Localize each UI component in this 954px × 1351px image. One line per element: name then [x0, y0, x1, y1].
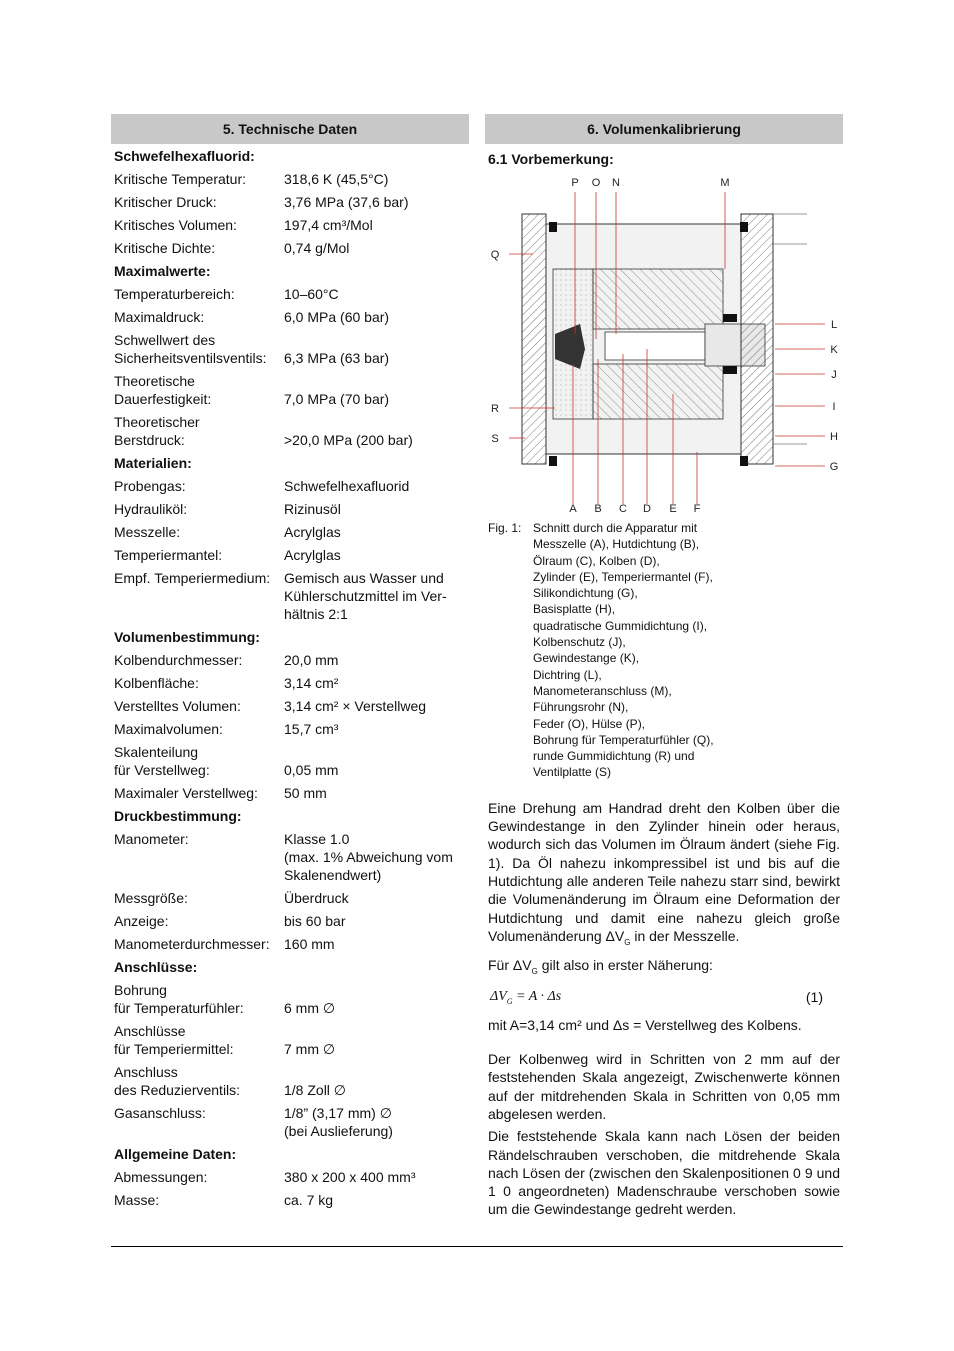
- section-title: Anschlüsse:: [114, 958, 198, 975]
- spec-key: Theoretische Dauerfestigkeit:: [114, 372, 212, 407]
- spec-value: 10–60°C: [284, 285, 339, 302]
- caption-line: Führungsrohr (N),: [533, 700, 629, 715]
- seal-tr: [740, 222, 748, 232]
- spec-value: 6,3 MPa (63 bar): [284, 349, 390, 366]
- label-d: D: [643, 503, 651, 514]
- spec-value: >20,0 MPa (200 bar): [284, 431, 413, 448]
- label-g: G: [829, 461, 839, 473]
- spec-row: [111, 1188, 469, 1211]
- caption-text: [533, 520, 714, 781]
- spec-key: Masse:: [114, 1191, 160, 1208]
- spec-key: Anschluss des Reduzierventils:: [114, 1063, 241, 1098]
- spec-value: bis 60 bar: [284, 912, 346, 929]
- spec-key: Bohrung für Temperaturfühler:: [114, 981, 244, 1016]
- label-f: F: [693, 503, 701, 514]
- label-n: N: [612, 177, 620, 189]
- formula-number: (1): [805, 989, 823, 1006]
- footer-rule: [111, 1246, 843, 1247]
- spec-row: [111, 1019, 469, 1060]
- label-o: O: [591, 177, 601, 189]
- apparatus-figure: [485, 174, 843, 514]
- piston-shape: [605, 332, 705, 360]
- spec-value: 6 mm ∅: [284, 999, 336, 1016]
- spec-row: [111, 236, 469, 259]
- section-title: Materialien:: [114, 454, 192, 471]
- spec-value: 3,14 cm² × Verstellweg: [284, 697, 427, 714]
- spec-row: [111, 1101, 469, 1142]
- spec-value: Acrylglas: [284, 546, 341, 563]
- spec-value: Überdruck: [284, 889, 349, 906]
- paragraph-4: Die feststehende Skala kann nach Lösen der beiden Rändelschrauben verschoben, die mitdrehende Skala nach Lösen der (zwischen den Skalenpositionen 0 9 und 1 0 angeordneten) Madenschraube verschoben sowie um die Gewindestange gedreht werden.: [488, 1128, 840, 1218]
- paragraph-3: Der Kolbenweg wird in Schritten von 2 mm auf der feststehenden Skala angezeigt, Zwischenwerte können auf der mitdrehenden Skala in Schritten von 0,05 mm abgelesen werden.: [488, 1051, 840, 1122]
- spec-row: [111, 978, 469, 1019]
- spec-key: Kritische Dichte:: [114, 239, 216, 256]
- label-j: J: [831, 369, 837, 381]
- spec-row: [111, 648, 469, 671]
- seal-bl: [549, 456, 557, 466]
- caption-line: Ventilplatte (S): [533, 765, 612, 780]
- apparatus-drawing: [485, 174, 843, 514]
- label-m: M: [720, 177, 730, 189]
- caption-line: Silikondichtung (G),: [533, 586, 638, 601]
- spec-key: Theoretischer Berstdruck:: [114, 413, 200, 448]
- technical-data-body: [111, 144, 469, 1211]
- spec-row: [111, 671, 469, 694]
- spec-key: Skalenteilung für Verstellweg:: [114, 743, 210, 778]
- spec-value: 197,4 cm³/Mol: [284, 216, 373, 233]
- spec-row: [111, 932, 469, 955]
- section-title: Allgemeine Daten:: [114, 1145, 237, 1162]
- spec-row: [111, 282, 469, 305]
- spec-value: Schwefelhexafluorid: [284, 477, 410, 494]
- spec-value: 1/8” (3,17 mm) ∅ (bei Auslieferung): [284, 1104, 393, 1139]
- valve-plate-shape: [522, 214, 546, 464]
- formula-1: $\Delta V_G = A \cdot \Delta s$ (1): [490, 987, 823, 1012]
- label-b: B: [594, 503, 602, 514]
- spec-value: 7,0 MPa (70 bar): [284, 390, 390, 407]
- spec-key: Kritisches Volumen:: [114, 216, 237, 233]
- caption-line: Dichtring (L),: [533, 667, 602, 682]
- caption-line: Feder (O), Hülse (P),: [533, 716, 646, 731]
- spec-key: Temperaturbereich:: [114, 285, 235, 302]
- spec-row: [111, 886, 469, 909]
- spec-value: 3,14 cm²: [284, 674, 339, 691]
- base-plate-shape: [741, 214, 773, 464]
- spec-value: 15,7 cm³: [284, 720, 339, 737]
- spec-row: [111, 1060, 469, 1101]
- spec-row: [111, 167, 469, 190]
- label-h: H: [830, 431, 838, 443]
- spec-row: [111, 543, 469, 566]
- caption-line: Schnitt durch die Apparatur mit: [533, 521, 698, 535]
- spec-row: [111, 827, 469, 886]
- label-e: E: [669, 503, 677, 514]
- label-a: A: [569, 503, 577, 514]
- seal-ring-lower: [723, 366, 737, 374]
- cylinder-lower-shape: [593, 364, 723, 419]
- technical-data-column: [111, 114, 469, 1211]
- label-q: Q: [490, 249, 500, 261]
- spec-row: [111, 410, 469, 451]
- section-title: Schwefelhexafluorid:: [114, 147, 255, 164]
- spec-key: Kritische Temperatur:: [114, 170, 247, 187]
- spec-row: [111, 474, 469, 497]
- caption-line: quadratische Gummidichtung (I),: [533, 618, 708, 633]
- spec-key: Maximalvolumen:: [114, 720, 223, 737]
- caption-line: Ölraum (C), Kolben (D),: [533, 553, 660, 568]
- caption-line: Gewindestange (K),: [533, 651, 640, 666]
- spec-key: Gasanschluss:: [114, 1104, 206, 1121]
- spec-value: 1/8 Zoll ∅: [284, 1081, 346, 1098]
- caption-line: Messzelle (A), Hutdichtung (B),: [533, 537, 700, 552]
- spec-row: [111, 497, 469, 520]
- section-title: Maximalwerte:: [114, 262, 211, 279]
- spec-row: [111, 781, 469, 804]
- volume-calibration-header: 6. Volumenkalibrierung: [485, 114, 843, 144]
- spec-key: Maximaldruck:: [114, 308, 205, 325]
- spec-row: [111, 909, 469, 932]
- technical-data-header: 5. Technische Daten: [111, 114, 469, 144]
- spec-row: [111, 190, 469, 213]
- seal-tl: [549, 222, 557, 232]
- spec-value: 6,0 MPa (60 bar): [284, 308, 390, 325]
- spec-key: Anschlüsse für Temperiermittel:: [114, 1022, 234, 1057]
- spec-value: 380 x 200 x 400 mm³: [284, 1168, 416, 1185]
- spec-row: [111, 213, 469, 236]
- figure-caption: [488, 520, 840, 781]
- spec-key: Messgröße:: [114, 889, 188, 906]
- label-r: R: [491, 403, 499, 415]
- caption-line: Basisplatte (H),: [533, 602, 616, 617]
- subheading: 6.1 Vorbemerkung:: [488, 150, 614, 167]
- spec-key: Empf. Temperiermedium:: [114, 569, 271, 586]
- volume-calibration-column: [485, 114, 843, 1219]
- caption-line: Kolbenschutz (J),: [533, 635, 626, 650]
- spec-value: Gemisch aus Wasser und Kühlerschutzmittel im Ver- hältnis 2:1: [284, 569, 447, 622]
- spec-key: Probengas:: [114, 477, 186, 494]
- spec-value: 50 mm: [284, 784, 327, 801]
- spec-row: [111, 305, 469, 328]
- caption-line: Bohrung für Temperaturfühler (Q),: [533, 732, 714, 747]
- label-c: C: [619, 503, 627, 514]
- spec-value: 318,6 K (45,5°C): [284, 170, 389, 187]
- spec-key: Abmessungen:: [114, 1168, 208, 1185]
- spec-value: Klasse 1.0 (max. 1% Abweichung vom Skalenendwert): [284, 830, 453, 883]
- spec-key: Verstelltes Volumen:: [114, 697, 241, 714]
- spec-row: [111, 717, 469, 740]
- spec-row: [111, 369, 469, 410]
- label-p: P: [571, 177, 579, 189]
- spec-value: Rizinusöl: [284, 500, 341, 517]
- spec-key: Kolbendurchmesser:: [114, 651, 243, 668]
- spec-row: [111, 740, 469, 781]
- cylinder-upper-shape: [593, 269, 723, 329]
- label-i: I: [832, 401, 836, 413]
- caption-line: Manometeranschluss (M),: [533, 683, 672, 698]
- label-s: S: [491, 433, 499, 445]
- spec-value: 0,74 g/Mol: [284, 239, 350, 256]
- spec-row: [111, 520, 469, 543]
- caption-line: Zylinder (E), Temperiermantel (F),: [533, 569, 713, 584]
- spec-key: Kritischer Druck:: [114, 193, 217, 210]
- caption-line: runde Gummidichtung (R) und: [533, 749, 695, 764]
- spec-value: 20,0 mm: [284, 651, 339, 668]
- label-l: L: [830, 319, 838, 331]
- spec-row: [111, 694, 469, 717]
- spec-key: Temperiermantel:: [114, 546, 223, 563]
- spec-row: [111, 566, 469, 625]
- section-title: Druckbestimmung:: [114, 807, 242, 824]
- spec-key: Kolbenfläche:: [114, 674, 199, 691]
- spec-key: Schwellwert des Sicherheitsventilsventils:: [114, 331, 267, 366]
- spec-value: Acrylglas: [284, 523, 341, 540]
- spec-value: 3,76 MPa (37,6 bar): [284, 193, 409, 210]
- spec-value: 160 mm: [284, 935, 335, 952]
- spec-key: Messzelle:: [114, 523, 181, 540]
- seal-br: [740, 456, 748, 466]
- spec-value: 7 mm ∅: [284, 1040, 336, 1057]
- spec-value: ca. 7 kg: [284, 1191, 334, 1208]
- spec-key: Hydrauliköl:: [114, 500, 188, 517]
- spec-row: [111, 1165, 469, 1188]
- spec-key: Anzeige:: [114, 912, 169, 929]
- section-title: Volumenbestimmung:: [114, 628, 260, 645]
- label-k: K: [830, 344, 838, 356]
- spec-row: [111, 328, 469, 369]
- spec-value: 0,05 mm: [284, 761, 339, 778]
- paragraph-2: Für $\Delta V_G$ gilt also in erster Näherung:: [488, 956, 713, 976]
- caption-label: Fig. 1:: [488, 521, 522, 535]
- spec-key: Manometerdurchmesser:: [114, 935, 270, 952]
- spec-key: Maximaler Verstellweg:: [114, 784, 258, 801]
- spec-key: Manometer:: [114, 830, 189, 847]
- seal-ring-upper: [723, 314, 737, 322]
- mit-line: mit A=3,14 cm² und Δs = Verstellweg des Kolbens.: [488, 1016, 802, 1033]
- paragraph-1: Eine Drehung am Handrad dreht den Kolben über die Gewindestange in den Zylinder hinein oder heraus, wodurch sich das Volumen im Ölraum ändert (siehe Fig. 1). Da Öl nahezu inkompressibel ist und bis auf die Hutdichtung alle anderen Teile nahezu starr sind, bewirkt die Volumenänderung im Ölraum eine Deformation der Hutdichtung und damit eine nahezu gleich große Volumenänderung $\Delta V_G$ in der Messzelle.: [488, 799, 840, 947]
